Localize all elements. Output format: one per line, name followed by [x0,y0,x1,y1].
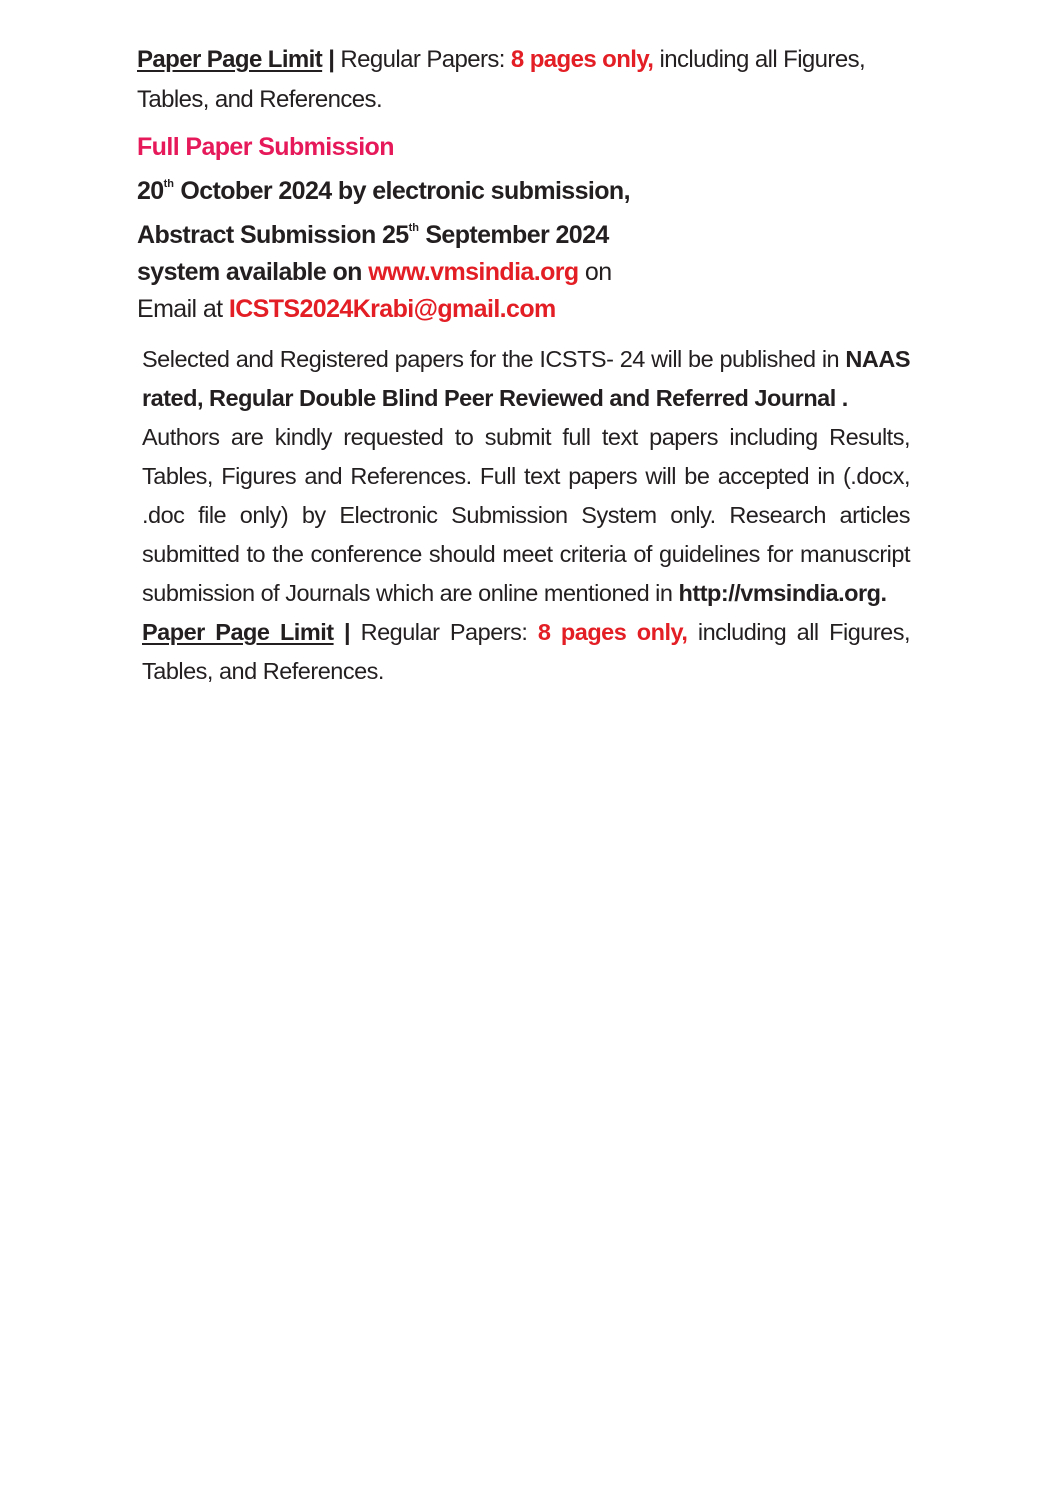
abstract-deadline-rest: September 2024 [419,221,609,249]
website-link[interactable]: www.vmsindia.org [368,258,579,286]
email-label: Email at [137,295,229,323]
page-limit-prefix: Regular Papers: [340,46,511,73]
abstract-deadline-suffix: th [408,222,419,234]
deadline-day-suffix: th [163,178,174,190]
publication-journal-info: NAAS rated, Regular Double Blind Peer Reviewed and Referred Journal . [142,346,910,411]
page-limit-line-1 [137,40,865,80]
page-limit-highlight: 8 pages only, [510,46,654,73]
page-limit-label-bottom: Paper Page Limit [142,619,334,645]
page-limit-separator-bottom: | [333,619,361,645]
system-availability-label: system available on [137,258,369,286]
deadline-day: 20 [137,177,164,205]
instructions-paragraph [142,418,910,613]
email-line [137,291,630,328]
page-limit-line-2: Tables, and References. [137,86,383,113]
deadline-rest: October 2024 by electronic submission, [174,177,630,205]
guidelines-link[interactable]: http://vmsindia.org. [678,580,887,606]
submission-title: Full Paper Submission [137,133,394,161]
system-availability [137,254,630,291]
page-limit-notice-bottom [142,613,910,691]
page-limit-suffix: including all Figures, [653,46,866,73]
page-limit-suffix-bottom: including all Figures, Tables, and References. [142,619,911,684]
publication-paragraph [142,340,910,418]
abstract-deadline [137,210,630,254]
submission-info [137,129,630,328]
page-limit-separator: | [322,46,341,73]
instructions-text: Authors are kindly requested to submit full text papers including Results, Tables, Figures and References. Full text papers will be accepted in (.docx, .doc file only) by Electronic Submission System only. Research articles submitted to the conference should meet criteria of guidelines for manuscript submission of Journals which are online mentioned in [142,424,910,606]
page-limit-prefix-bottom: Regular Papers: [360,619,538,645]
system-availability-post: on [578,258,612,286]
body-text [142,340,910,691]
page-limit-highlight-bottom: 8 pages only, [537,619,688,645]
email-link[interactable]: ICSTS2024Krabi@gmail.com [228,295,556,323]
abstract-deadline-pre: Abstract Submission 25 [137,221,409,249]
page-limit-notice-top [137,40,865,120]
full-paper-deadline [137,166,630,210]
page-limit-label: Paper Page Limit [137,46,323,73]
publication-text: Selected and Registered papers for the ICSTS- 24 will be published in [142,346,846,372]
